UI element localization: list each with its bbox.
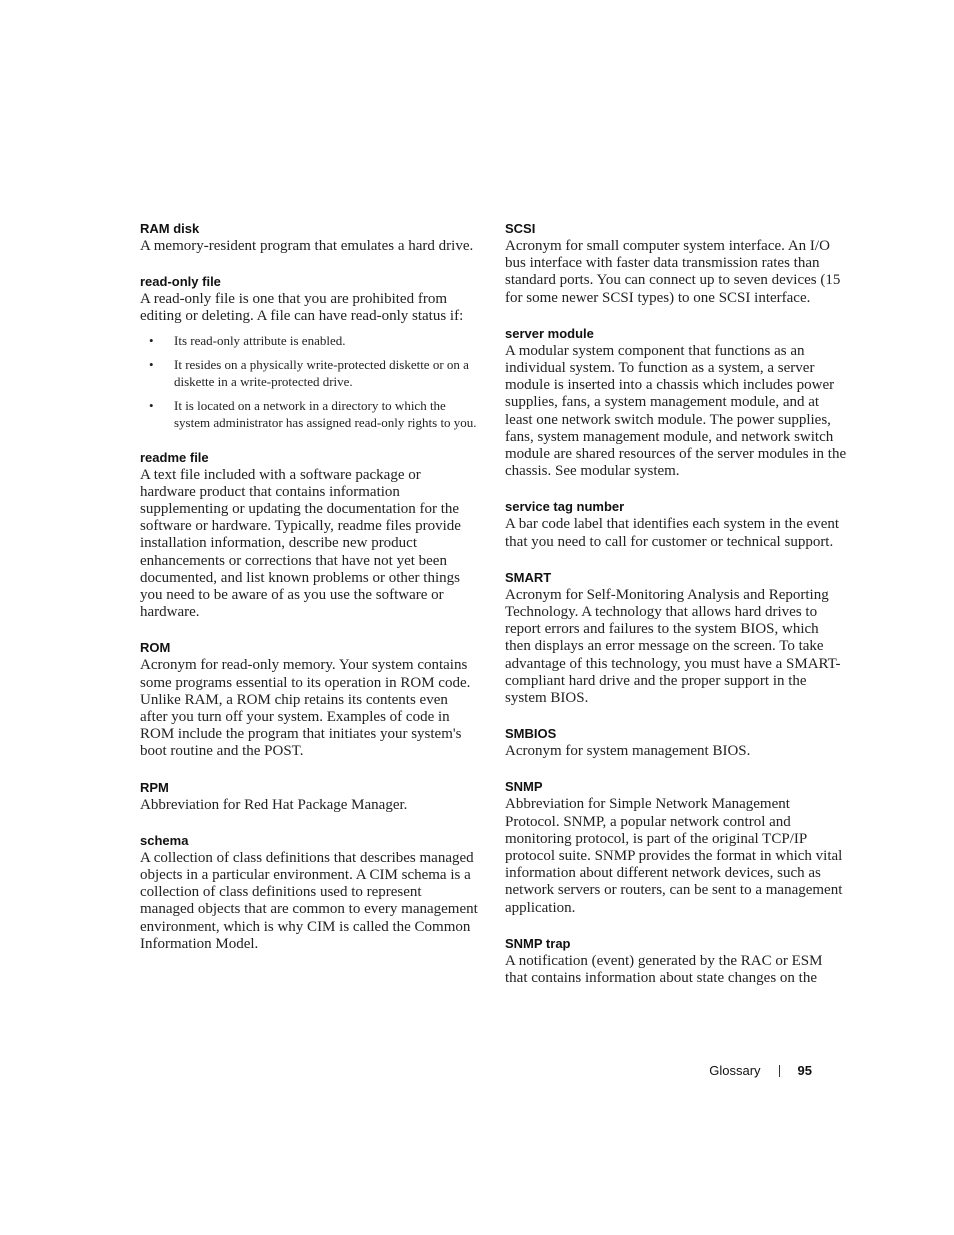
- glossary-definition: Abbreviation for Red Hat Package Manager.: [140, 796, 408, 813]
- glossary-entry: [505, 325, 847, 481]
- glossary-entry: [505, 935, 847, 987]
- bullet-icon: •: [149, 332, 154, 348]
- glossary-term: RPM: [140, 779, 169, 795]
- glossary-definition: A memory-resident program that emulates a hard drive.: [140, 238, 474, 254]
- page-number: 95: [797, 1063, 812, 1078]
- glossary-entry: [140, 449, 478, 622]
- glossary-definition: Acronym for Self-Monitoring Analysis and Reporting Technology. A technology that allows hard drives to report errors and failures to the system BIOS, which then displays an error message on the screen. To take advantage of this technology, you must have a SMART-compliant hard drive and the proper support in the system BIOS.: [505, 586, 841, 707]
- glossary-term: SCSI: [505, 221, 536, 236]
- bullet-item: [140, 332, 478, 349]
- bullet-text: Its read-only attribute is enabled.: [174, 332, 346, 348]
- glossary-entry: [140, 779, 478, 814]
- glossary-definition: A bar code label that identifies each system in the event that you need to call for customer or technical support.: [505, 516, 840, 550]
- bullet-icon: •: [149, 397, 154, 413]
- glossary-definition: A notification (event) generated by the RAC or ESM that contains information about state changes on the: [505, 952, 823, 987]
- glossary-definition: Abbreviation for Simple Network Management Protocol. SNMP, a popular network control and monitoring protocol, is part of the original TCP/IP protocol suite. SNMP provides the format in which vital information about different network devices, such as network servers or routers, can be sent to a management application.: [505, 796, 843, 916]
- page-footer: [709, 1062, 812, 1079]
- bullet-text: It resides on a physically write-protected diskette or on a diskette in a write-protected drive.: [174, 356, 469, 389]
- glossary-entry: [140, 273, 478, 430]
- glossary-entry: [140, 639, 478, 760]
- glossary-term: SMBIOS: [505, 726, 557, 742]
- glossary-definition: Acronym for system management BIOS.: [505, 743, 751, 760]
- glossary-term: read-only file: [140, 274, 221, 290]
- glossary-column-left: [140, 220, 478, 971]
- bullet-icon: •: [149, 356, 154, 372]
- glossary-term: schema: [140, 832, 189, 848]
- footer-divider: [779, 1065, 780, 1077]
- glossary-term: RAM disk: [140, 221, 200, 236]
- bullet-list: [140, 332, 478, 431]
- glossary-entry: [140, 220, 478, 255]
- glossary-entry: [140, 832, 478, 953]
- glossary-definition: A read-only file is one that you are prohibited from editing or deleting. A file can have read-only status if:: [140, 291, 464, 325]
- glossary-entry: [505, 725, 847, 760]
- glossary-term: SNMP: [505, 779, 543, 795]
- glossary-term: SNMP trap: [505, 935, 571, 951]
- glossary-definition: Acronym for small computer system interface. An I/O bus interface with faster data transmission rates than standard ports. You can connect up to seven devices (15 for some newer SCSI types) to one SCSI interface.: [505, 238, 841, 306]
- glossary-term: service tag number: [505, 499, 625, 515]
- glossary-definition: A modular system component that functions as an individual system. To function as a system, a server module is inserted into a chassis which includes power supplies, fans, a system management module, and at least one network switch module. The power supplies, fans, system management module, and network switch module are shared resources of the server modules in the chassis. See modular system.: [505, 342, 847, 480]
- glossary-term: ROM: [140, 640, 171, 656]
- glossary-term: SMART: [505, 569, 552, 585]
- glossary-entry: [505, 569, 847, 707]
- bullet-item: [140, 356, 478, 390]
- glossary-term: server module: [505, 325, 594, 341]
- glossary-entry: [505, 498, 847, 550]
- glossary-definition: A collection of class definitions that describes managed objects in a particular environment. A CIM schema is a collection of class definitions used to represent managed objects that are common to every management environment, which is why CIM is called the Common Information Model.: [140, 849, 478, 952]
- glossary-definition: Acronym for read-only memory. Your system contains some programs essential to its operation in ROM code. Unlike RAM, a ROM chip retains its contents even after you turn off your system. Examples of code in ROM include the program that initiates your system's boot routine and the POST.: [140, 657, 471, 760]
- glossary-column-right: [505, 220, 847, 1005]
- glossary-entry: [505, 778, 847, 916]
- footer-section-title: Glossary: [709, 1063, 761, 1078]
- glossary-definition: A text file included with a software package or hardware product that contains information supplementing or updating the documentation for the software or hardware. Typically, readme files provide installation information, describe new product enhancements or corrections that have not yet been documented, and list known problems or other things you need to be aware of as you use the software or hardware.: [140, 466, 461, 621]
- glossary-term: readme file: [140, 449, 209, 465]
- bullet-text: It is located on a network in a directory to which the system administrator has assigned read-only rights to you.: [174, 397, 477, 430]
- glossary-entry: [505, 220, 847, 307]
- bullet-item: [140, 397, 478, 431]
